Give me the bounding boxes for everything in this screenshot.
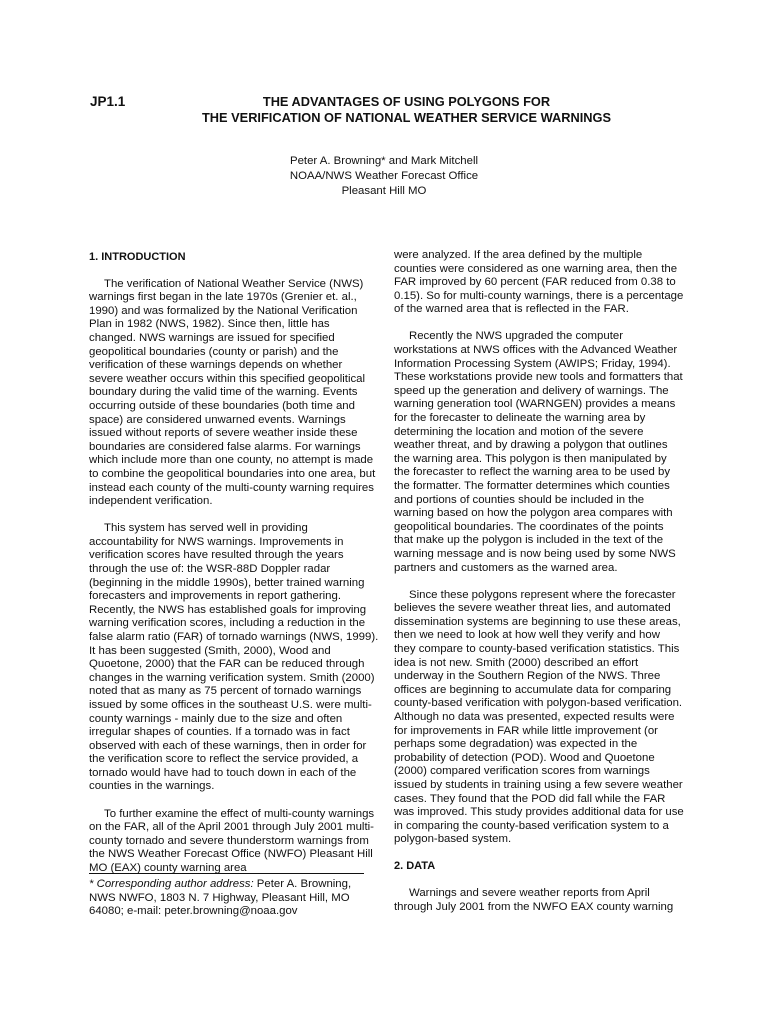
section-heading-data: 2. DATA (394, 860, 436, 873)
title-line-2: THE VERIFICATION OF NATIONAL WEATHER SERVICE WARNINGS (201, 110, 612, 125)
author-location: Pleasant Hill MO (341, 185, 427, 197)
author-block (0, 154, 768, 199)
author-affiliation: NOAA/NWS Weather Forecast Office (289, 170, 479, 182)
footnote-text: Peter A. Browning, NWS NWFO, 1803 N. 7 Highway, Pleasant Hill, MO 64080; e-mail: peter.browning@noaa.gov (89, 878, 352, 918)
footnote-label: * Corresponding author address: (89, 878, 254, 890)
author-names: Peter A. Browning* and Mark Mitchell (289, 155, 479, 167)
body-paragraph: To further examine the effect of multi-county warnings on the FAR, all of the April 2001 through July 2001 multi-county tornado and severe thunderstorm warnings from the NWS Weather Forecast Office (NWFO) Pleasant Hill MO (EAX) county warning area (89, 807, 375, 874)
footnote (89, 873, 379, 919)
left-column (89, 249, 379, 889)
body-paragraph-continuation: were analyzed. If the area defined by the multiple counties were considered as one warning area, then the FAR improved by 60 percent (FAR reduced from 0.38 to 0.15). So for multi-county warnings, there is a percentage of the warned area that is reflected in the FAR. (394, 249, 684, 316)
section-heading-introduction: 1. INTRODUCTION (89, 251, 186, 263)
body-paragraph: Warnings and severe weather reports from April through July 2001 from the NWFO EAX county warning (394, 887, 674, 913)
right-column (394, 249, 684, 928)
body-paragraph: The verification of National Weather Service (NWS) warnings first began in the late 1970s (Grenier et. al., 1990) and was formalized by the National Verification Plan in 1982 (NWS, 1982). Since then, little has changed. NWS warnings are issued for specified geopolitical boundaries (county or parish) and the verification of these warnings depends on whether severe weather occurs within this specified geopolitical boundary during the valid time of the warning. Events occurring outside of these boundaries (both time and space) are considered unwarned events. Warnings issued without reports of severe weather inside these boundaries are considered false alarms. For warnings which include more than one county, no attempt is made to combine the geopolitical boundaries into one area, but instead each county of the multi-county warning requires independent verification. (89, 277, 376, 508)
title-line-1: THE ADVANTAGES OF USING POLYGONS FOR (262, 94, 551, 109)
body-paragraph: Recently the NWS upgraded the computer workstations at NWS offices with the Advanced Weather Information Processing System (AWIPS; Friday, 1994). These workstations provide new tools and formatters that speed up the generation and delivery of warnings. The warning generation tool (WARNGEN) provides a means for the forecaster to delineate the warning area by determining the location and motion of the severe weather threat, and by drawing a polygon that outlines the warning area. This polygon is then manipulated by the forecaster to reflect the warning area to be used by the formatter. The formatter determines which counties and portions of counties should be included in the warning based on how the polygon area compares with geopolitical boundaries. The coordinates of the points that make up the polygon is included in the text of the warning message and is now being used by some NWS partners and customers as the warned area. (394, 330, 683, 574)
paper-id: JP1.1 (90, 94, 126, 109)
paper-header (0, 94, 768, 126)
body-paragraph: Since these polygons represent where the forecaster believes the severe weather threat lies, and automated dissemination systems are beginning to use these areas, then we need to look at how well they verify and how they compare to county-based verification statistics. This idea is not new. Smith (2000) described an effort underway in the Southern Region of the NWS. Three offices are beginning to accumulate data for comparing county-based verification with polygon-based verification. Although no data was presented, expected results were for improvements in FAR while little improvement (or perhaps some degradation) was expected in the probability of detection (POD). Wood and Quoetone (2000) compared verification scores from warnings issued by students in training using a few severe weather cases. They found that the POD did fall while the FAR was improved. This study provides additional data for use in comparing the county-based verification system to a polygon-based system. (394, 588, 684, 846)
body-paragraph: This system has served well in providing accountability for NWS warnings. Improvements in verification scores have resulted through the years through the use of: the WSR-88D Doppler radar (beginning in the middle 1990s), better trained warning forecasters and improvements in report gathering. Recently, the NWS has established goals for improving warning verification scores, including a reduction in the false alarm ratio (FAR) of tornado warnings (NWS, 1999). It has been suggested (Smith, 2000), Wood and Quoetone, 2000) that the FAR can be reduced through changes in the warning verification system. Smith (2000) noted that as many as 75 percent of tornado warnings issued by some offices in the southeast U.S. were multi-county warnings - mainly due to the size and often irregular shapes of counties. If a tornado was in fact observed with each of these warnings, then in order for the verification score to reflect the service provided, a tornado would have had to touch down in each of the counties in the warnings. (89, 522, 379, 793)
footnote-rule (89, 873, 364, 874)
